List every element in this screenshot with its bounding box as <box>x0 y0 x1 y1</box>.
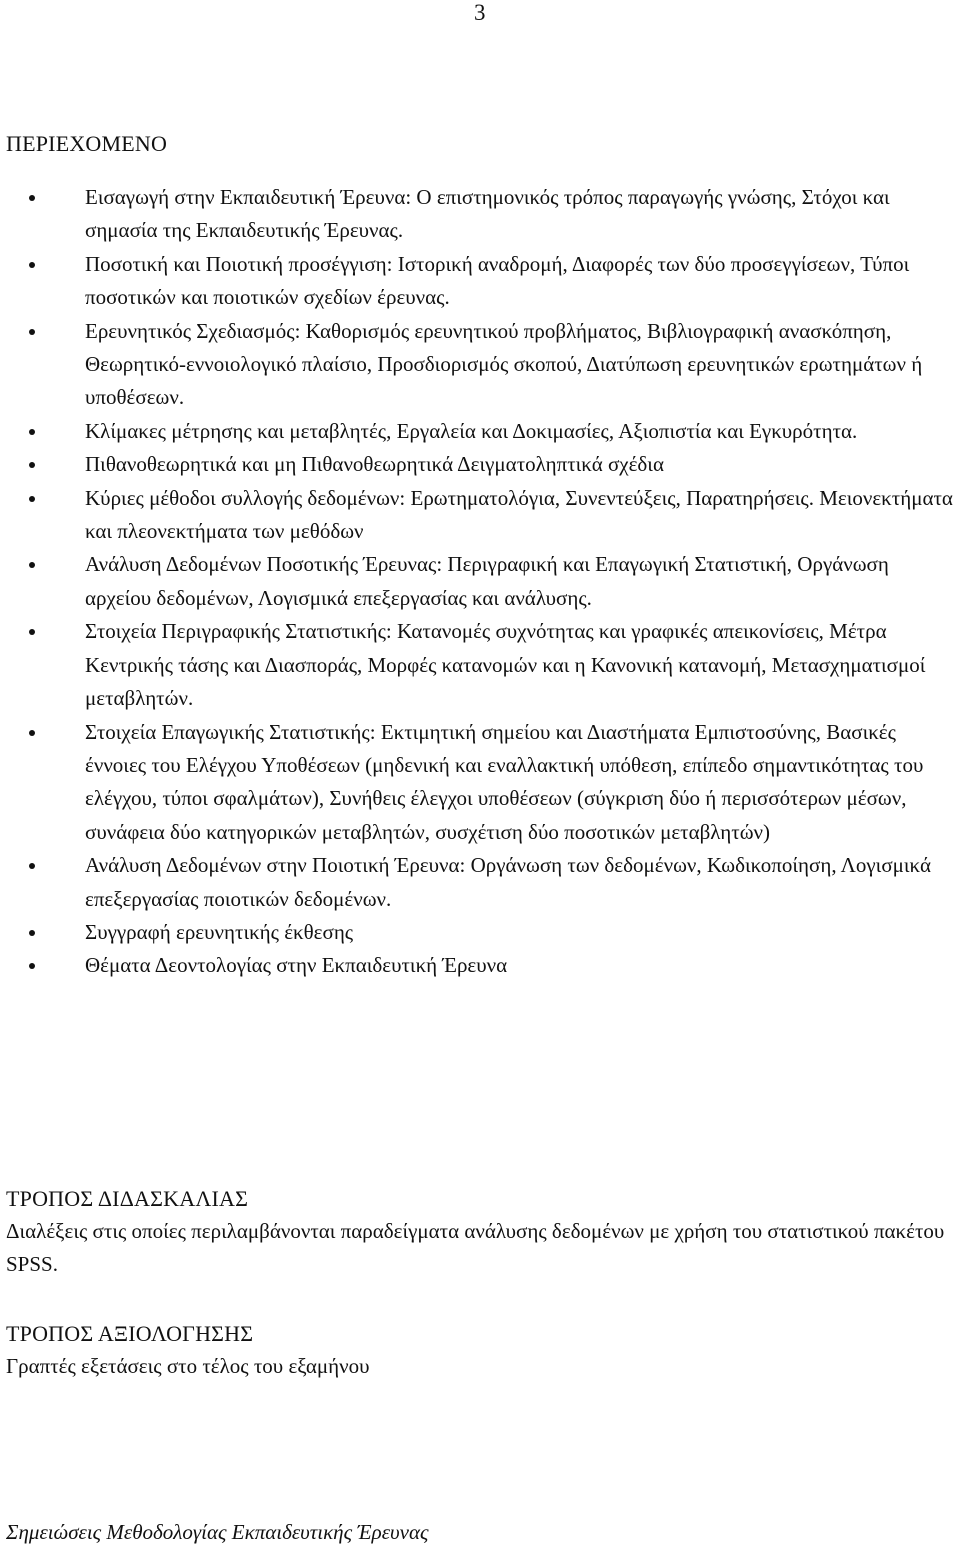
list-item-text: Θέματα Δεοντολογίας στην Εκπαιδευτική Έρευνα <box>85 953 508 978</box>
list-item <box>0 315 960 415</box>
list-item-text: Ερευνητικός Σχεδιασμός: Καθορισμός ερευνητικού προβλήματος, Βιβλιογραφική ανασκόπηση, Θεωρητικό-εννοιολογικό πλαίσιο, Προσδιορισμός σκοπού, Διατύπωση ερευνητικών ερωτημάτων ή υποθέσεων. <box>85 318 923 410</box>
teaching-method-heading: ΤΡΟΠΟΣ ΔΙΔΑΣΚΑΛΙΑΣ <box>6 1186 249 1211</box>
contents-list <box>0 181 960 983</box>
list-item <box>0 916 960 949</box>
bullet-icon <box>29 262 35 268</box>
teaching-method-text: Διαλέξεις στις οποίες περιλαμβάνονται παραδείγματα ανάλυσης δεδομένων με χρήση του στατιστικού πακέτου SPSS. <box>6 1219 945 1276</box>
list-item <box>0 849 960 916</box>
list-item <box>0 548 960 615</box>
page-footer: Σημειώσεις Μεθοδολογίας Εκπαιδευτικής Έρευνας <box>6 1520 429 1544</box>
list-item-text: Στοιχεία Επαγωγικής Στατιστικής: Εκτιμητική σημείου και Διαστήματα Εμπιστοσύνης, Βασικές έννοιες του Ελέγχου Υποθέσεων (μηδενική και εναλλακτική υπόθεση, επίπεδο σημαντικότητας του ελέγχου, τύποι σφαλμάτων), Συνήθεις έλεγχοι υποθέσεων (σύγκριση δύο ή περισσότερων μέσων, συνάφεια δύο κατηγορικών μεταβλητών, συσχέτιση δύο ποσοτικών μεταβλητών) <box>85 719 924 844</box>
page-number: 3 <box>474 0 486 25</box>
list-item-text: Ανάλυση Δεδομένων στην Ποιοτική Έρευνα: Οργάνωση των δεδομένων, Κωδικοποίηση, Λογισμικά επεξεργασίας ποιοτικών δεδομένων. <box>85 853 931 911</box>
assessment-method-text: Γραπτές εξετάσεις στο τέλος του εξαμήνου <box>6 1354 370 1378</box>
list-item <box>0 615 960 715</box>
bullet-icon <box>29 562 35 568</box>
bullet-icon <box>29 730 35 736</box>
list-item-text: Κλίμακες μέτρησης και μεταβλητές, Εργαλεία και Δοκιμασίες, Αξιοπιστία και Εγκυρότητα. <box>85 418 858 443</box>
list-item-text: Στοιχεία Περιγραφικής Στατιστικής: Κατανομές συχνότητας και γραφικές απεικονίσεις, Μέτρα Κεντρικής τάσης και Διασποράς, Μορφές κατανομών και η Κανονική κατανομή, Μετασχηματισμοί μεταβλητών. <box>85 619 926 711</box>
bullet-icon <box>29 930 35 936</box>
list-item <box>0 415 960 448</box>
list-item-text: Ανάλυση Δεδομένων Ποσοτικής Έρευνας: Περιγραφική και Επαγωγική Στατιστική, Οργάνωση αρχείου δεδομένων, Λογισμικά επεξεργασίας και ανάλυσης. <box>85 552 889 610</box>
list-item-text: Πιθανοθεωρητικά και μη Πιθανοθεωρητικά Δειγματοληπτικά σχέδια <box>85 452 664 477</box>
list-item <box>0 448 960 481</box>
list-item-text: Συγγραφή ερευνητικής έκθεσης <box>85 919 354 944</box>
list-item-text: Κύριες μέθοδοι συλλογής δεδομένων: Ερωτηματολόγια, Συνεντεύξεις, Παρατηρήσεις. Μειονεκτήματα και πλεονεκτήματα των μεθόδων <box>85 485 953 544</box>
list-item <box>0 482 960 549</box>
list-item <box>0 248 960 315</box>
contents-heading: ΠΕΡΙΕΧΟΜΕΝΟ <box>6 131 168 156</box>
bullet-icon <box>29 329 35 335</box>
bullet-icon <box>29 462 35 468</box>
bullet-icon <box>29 429 35 435</box>
bullet-icon <box>29 629 35 635</box>
list-item <box>0 181 960 248</box>
bullet-icon <box>29 496 35 502</box>
assessment-method-heading: ΤΡΟΠΟΣ ΑΞΙΟΛΟΓΗΣΗΣ <box>6 1321 254 1346</box>
list-item-text: Ποσοτική και Ποιοτική προσέγγιση: Ιστορική αναδρομή, Διαφορές των δύο προσεγγίσεων, Τύποι ποσοτικών και ποιοτικών σχεδίων έρευνας. <box>85 251 910 310</box>
list-item <box>0 949 960 982</box>
bullet-icon <box>29 963 35 969</box>
list-item-text: Εισαγωγή στην Εκπαιδευτική Έρευνα: Ο επιστημονικός τρόπος παραγωγής γνώσης, Στόχοι και σημασία της Εκπαιδευτικής Έρευνας. <box>85 185 890 243</box>
list-item <box>0 716 960 850</box>
bullet-icon <box>29 195 35 201</box>
bullet-icon <box>29 863 35 869</box>
